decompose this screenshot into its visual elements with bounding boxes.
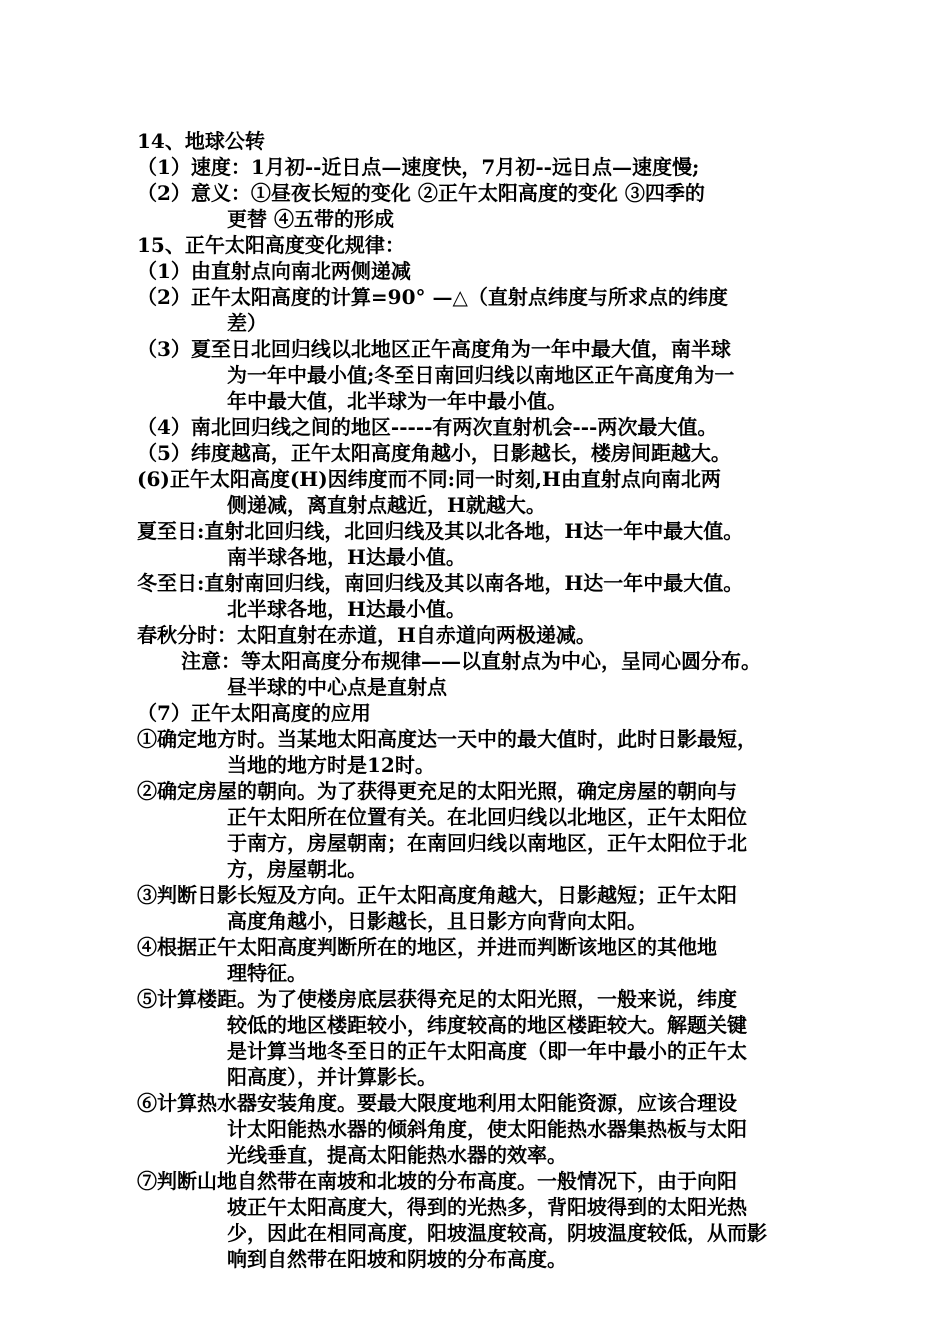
continuation-line: 南半球各地，H达最小值。 (227, 545, 466, 569)
text-line: ①确定地方时。当某地太阳高度达一天中的最大值时，此时日影最短， (137, 727, 757, 751)
continuation-line: 光线垂直，提高太阳能热水器的效率。 (227, 1143, 567, 1167)
text-line: 夏至日:直射北回归线，北回归线及其以北各地，H达一年中最大值。 (137, 519, 744, 543)
continuation-line: 坡正午太阳高度大，得到的光热多，背阳坡得到的太阳光热 (227, 1195, 747, 1219)
continuation-line: 侧递减，离直射点越近，H就越大。 (227, 493, 546, 517)
continuation-line: 正午太阳所在位置有关。在北回归线以北地区，正午太阳位 (227, 805, 747, 829)
text-line: （1）由直射点向南北两侧递减 (137, 259, 411, 283)
text-line: （5）纬度越高，正午太阳高度角越小，日影越长，楼房间距越大。 (137, 441, 731, 465)
continuation-line: 较低的地区楼距较小，纬度较高的地区楼距较大。解题关键 (227, 1013, 747, 1037)
text-line: 冬至日:直射南回归线，南回归线及其以南各地，H达一年中最大值。 (137, 571, 744, 595)
continuation-line: 于南方，房屋朝南；在南回归线以南地区，正午太阳位于北 (227, 831, 747, 855)
continuation-line: 差） (227, 311, 267, 335)
text-line: （2）意义：①昼夜长短的变化 ②正午太阳高度的变化 ③四季的 (137, 181, 705, 205)
text-line: ⑤计算楼距。为了使楼房底层获得充足的太阳光照，一般来说，纬度 (137, 987, 737, 1011)
text-line: 15、正午太阳高度变化规律： (137, 233, 405, 257)
text-line: （7）正午太阳高度的应用 (137, 701, 371, 725)
text-line: ⑥计算热水器安装角度。要最大限度地利用太阳能资源，应该合理设 (137, 1091, 737, 1115)
text-line: ④根据正午太阳高度判断所在的地区，并进而判断该地区的其他地 (137, 935, 717, 959)
continuation-line: 北半球各地，H达最小值。 (227, 597, 466, 621)
text-line: 春秋分时：太阳直射在赤道，H自赤道向两极递减。 (137, 623, 596, 647)
continuation-line: 是计算当地冬至日的正午太阳高度（即一年中最小的正午太 (227, 1039, 747, 1063)
continuation-line: 为一年中最小值;冬至日南回归线以南地区正午高度角为一 (227, 363, 735, 387)
continuation-line: 计太阳能热水器的倾斜角度，使太阳能热水器集热板与太阳 (227, 1117, 747, 1141)
continuation-line: 理特征。 (227, 961, 307, 985)
continuation-line: 响到自然带在阳坡和阴坡的分布高度。 (227, 1247, 567, 1271)
continuation-line: 年中最大值，北半球为一年中最小值。 (227, 389, 567, 413)
continuation-line: 阳高度），并计算影长。 (227, 1065, 437, 1089)
text-line: ⑦判断山地自然带在南坡和北坡的分布高度。一般情况下，由于向阳 (137, 1169, 737, 1193)
text-line: (6)正午太阳高度(H)因纬度而不同:同一时刻,H由直射点向南北两 (137, 467, 721, 491)
text-line: 14、地球公转 (137, 129, 265, 153)
text-line: （2）正午太阳高度的计算=90° —△（直射点纬度与所求点的纬度 (137, 285, 728, 309)
continuation-line: 方，房屋朝北。 (227, 857, 367, 881)
text-line: （3）夏至日北回归线以北地区正午高度角为一年中最大值，南半球 (137, 337, 731, 361)
continuation-line: 高度角越小，日影越长，且日影方向背向太阳。 (227, 909, 647, 933)
continuation-line: 更替 ④五带的形成 (227, 207, 394, 231)
text-line: 注意：等太阳高度分布规律——以直射点为中心，呈同心圆分布。 (181, 649, 761, 673)
continuation-line: 少，因此在相同高度，阳坡温度较高，阴坡温度较低，从而影 (227, 1221, 767, 1245)
continuation-line: 昼半球的中心点是直射点 (227, 675, 447, 699)
text-line: ②确定房屋的朝向。为了获得更充足的太阳光照，确定房屋的朝向与 (137, 779, 737, 803)
continuation-line: 当地的地方时是12时。 (227, 753, 435, 777)
document-body (137, 128, 837, 1272)
text-line: （1）速度：1月初--近日点—速度快，7月初--远日点—速度慢; (137, 155, 700, 179)
text-line: ③判断日影长短及方向。正午太阳高度角越大，日影越短；正午太阳 (137, 883, 737, 907)
text-line: （4）南北回归线之间的地区-----有两次直射机会---两次最大值。 (137, 415, 718, 439)
